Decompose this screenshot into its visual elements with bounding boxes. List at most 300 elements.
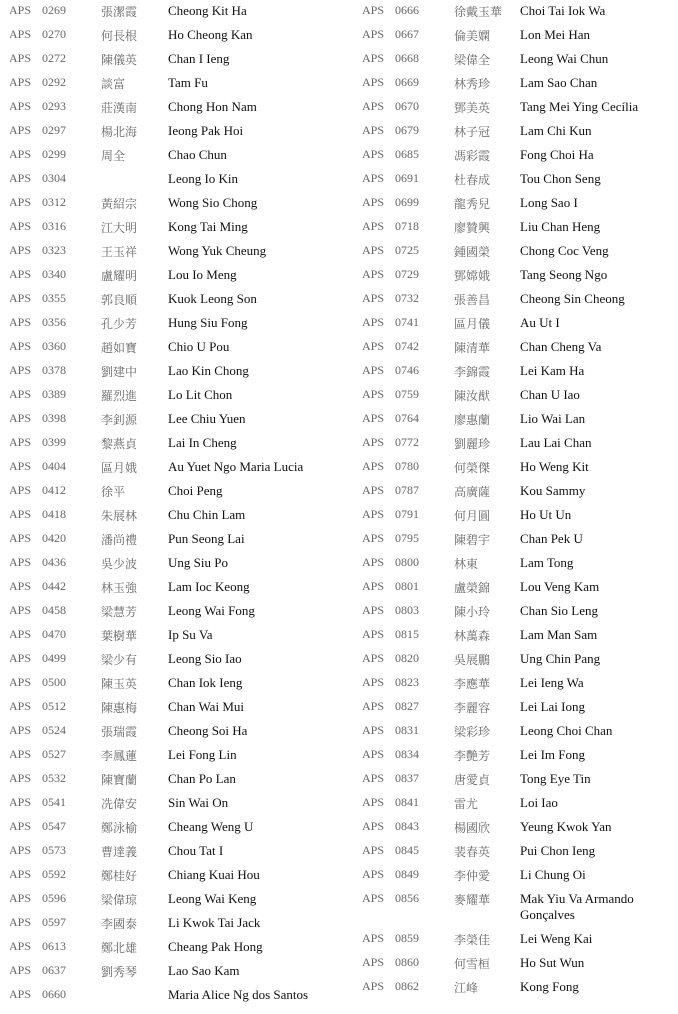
- registry-number: 0800: [395, 555, 419, 569]
- code-label: APS: [9, 579, 32, 593]
- registry-number: 0670: [395, 99, 419, 113]
- chinese-name: 龍秀兒: [454, 197, 491, 211]
- registry-row: [0, 840, 339, 864]
- romanized-name: Chao Chun: [168, 147, 227, 162]
- registry-row: [351, 528, 678, 552]
- romanized-name: Chou Tat I: [168, 843, 224, 858]
- romanized-name: Lio Wai Lan: [520, 411, 586, 426]
- registry-number: 0524: [42, 723, 66, 737]
- registry-row: [351, 888, 678, 928]
- romanized-name: Hung Siu Fong: [168, 315, 248, 330]
- chinese-name: 李麗容: [454, 701, 491, 715]
- registry-number: 0360: [42, 339, 66, 353]
- registry-number: 0741: [395, 315, 419, 329]
- chinese-name: 冼偉安: [101, 797, 138, 811]
- registry-number: 0699: [395, 195, 419, 209]
- registry-number: 0849: [395, 867, 419, 881]
- code-label: APS: [362, 387, 385, 401]
- registry-row: [351, 72, 678, 96]
- romanized-name: Lam Tong: [520, 555, 574, 570]
- registry-row: [351, 648, 678, 672]
- registry-row: [351, 600, 678, 624]
- code-label: APS: [9, 195, 32, 209]
- registry-number: 0669: [395, 75, 419, 89]
- code-label: APS: [9, 51, 32, 65]
- registry-number: 0355: [42, 291, 66, 305]
- registry-row: [0, 552, 339, 576]
- registry-row: [351, 480, 678, 504]
- romanized-name: Au Yuet Ngo Maria Lucia: [168, 459, 304, 474]
- registry-number: 0827: [395, 699, 419, 713]
- romanized-name: Cheong Soi Ha: [168, 723, 248, 738]
- registry-row: [351, 552, 678, 576]
- registry-number: 0746: [395, 363, 419, 377]
- romanized-name: Lee Chiu Yuen: [168, 411, 246, 426]
- romanized-name: Sin Wai On: [168, 795, 229, 810]
- registry-number: 0592: [42, 867, 66, 881]
- registry-row: [0, 144, 339, 168]
- code-label: APS: [362, 219, 385, 233]
- code-label: APS: [362, 483, 385, 497]
- registry-number: 0759: [395, 387, 419, 401]
- registry-number: 0340: [42, 267, 66, 281]
- registry-row: [0, 120, 339, 144]
- romanized-name: Chiang Kuai Hou: [168, 867, 260, 882]
- code-label: APS: [362, 651, 385, 665]
- romanized-name: Lei Kam Ha: [520, 363, 585, 378]
- code-label: APS: [9, 387, 32, 401]
- chinese-name: 談富: [101, 77, 126, 91]
- code-label: APS: [9, 675, 32, 689]
- registry-row: [351, 48, 678, 72]
- registry-row: [351, 840, 678, 864]
- chinese-name: 麥耀華: [454, 893, 491, 907]
- code-label: APS: [362, 363, 385, 377]
- romanized-name: Tong Eye Tin: [520, 771, 591, 786]
- romanized-name: Chan Sio Leng: [520, 603, 598, 618]
- romanized-name: Kong Fong: [520, 979, 579, 994]
- registry-row: [0, 96, 339, 120]
- chinese-name: 李國泰: [101, 917, 138, 931]
- romanized-name: Fong Choi Ha: [520, 147, 594, 162]
- chinese-name: 張瑞霞: [101, 725, 138, 739]
- registry-row: [351, 576, 678, 600]
- registry-row: [351, 216, 678, 240]
- registry-row: [0, 696, 339, 720]
- registry-row: [351, 144, 678, 168]
- code-label: APS: [362, 579, 385, 593]
- chinese-name: 陳寶蘭: [101, 773, 138, 787]
- registry-number: 0667: [395, 27, 419, 41]
- code-label: APS: [9, 459, 32, 473]
- registry-number: 0859: [395, 931, 419, 945]
- romanized-name: Cheong Kit Ha: [168, 3, 247, 18]
- registry-number: 0691: [395, 171, 419, 185]
- code-label: APS: [9, 555, 32, 569]
- chinese-name: 徐平: [101, 485, 126, 499]
- romanized-name: Chan Pek U: [520, 531, 583, 546]
- code-label: APS: [9, 291, 32, 305]
- registry-row: [351, 952, 678, 976]
- chinese-name: 羅烈進: [101, 389, 138, 403]
- romanized-name: Lei Ieng Wa: [520, 675, 584, 690]
- registry-number: 0718: [395, 219, 419, 233]
- chinese-name: 李錦霞: [454, 365, 491, 379]
- romanized-name: Yeung Kwok Yan: [520, 819, 612, 834]
- registry-row: [0, 408, 339, 432]
- code-label: APS: [362, 747, 385, 761]
- registry-number: 0742: [395, 339, 419, 353]
- romanized-name: Pui Chon Ieng: [520, 843, 596, 858]
- code-label: APS: [362, 195, 385, 209]
- registry-number: 0458: [42, 603, 66, 617]
- registry-row: [351, 120, 678, 144]
- romanized-name: Maria Alice Ng dos Santos: [168, 987, 309, 1002]
- registry-row: [351, 792, 678, 816]
- romanized-name: Leong Io Kin: [168, 171, 239, 186]
- code-label: APS: [362, 843, 385, 857]
- registry-row: [0, 360, 339, 384]
- romanized-name: Choi Peng: [168, 483, 223, 498]
- registry-number: 0725: [395, 243, 419, 257]
- romanized-name: Lam Chi Kun: [520, 123, 592, 138]
- romanized-name: Choi Tai Iok Wa: [520, 3, 606, 18]
- registry-row: [351, 312, 678, 336]
- chinese-name: 陳碧宇: [454, 533, 491, 547]
- registry-row: [0, 168, 339, 192]
- registry-row: [0, 864, 339, 888]
- registry-row: [0, 480, 339, 504]
- registry-row: [351, 864, 678, 888]
- code-label: APS: [362, 315, 385, 329]
- registry-number: 0541: [42, 795, 66, 809]
- chinese-name: 劉秀琴: [101, 965, 138, 979]
- code-label: APS: [362, 771, 385, 785]
- code-label: APS: [9, 435, 32, 449]
- romanized-name: Lei Lai Iong: [520, 699, 585, 714]
- romanized-name: Lou Veng Kam: [520, 579, 600, 594]
- romanized-name: Chan I Ieng: [168, 51, 230, 66]
- right-column: [351, 0, 678, 1000]
- registry-row: [0, 504, 339, 528]
- registry-row: [0, 816, 339, 840]
- registry-number: 0399: [42, 435, 66, 449]
- registry-number: 0297: [42, 123, 66, 137]
- romanized-name: Cheang Weng U: [168, 819, 254, 834]
- chinese-name: 馮彩霞: [454, 149, 491, 163]
- registry-row: [351, 976, 678, 1000]
- romanized-name: Lam Sao Chan: [520, 75, 598, 90]
- registry-number: 0860: [395, 955, 419, 969]
- chinese-name: 區月娥: [101, 461, 138, 475]
- registry-number: 0532: [42, 771, 66, 785]
- chinese-name: 劉建中: [101, 365, 138, 379]
- registry-number: 0823: [395, 675, 419, 689]
- chinese-name: 黎燕貞: [101, 437, 138, 451]
- registry-number: 0436: [42, 555, 66, 569]
- code-label: APS: [9, 315, 32, 329]
- registry-row: [0, 312, 339, 336]
- romanized-name: Lao Kin Chong: [168, 363, 249, 378]
- romanized-name: Lam Man Sam: [520, 627, 598, 642]
- registry-row: [0, 456, 339, 480]
- code-label: APS: [9, 267, 32, 281]
- code-label: APS: [362, 699, 385, 713]
- romanized-name: Tou Chon Seng: [520, 171, 601, 186]
- registry-row: [351, 408, 678, 432]
- romanized-name: Long Sao I: [520, 195, 578, 210]
- chinese-name: 鍾國榮: [454, 245, 491, 259]
- code-label: APS: [9, 819, 32, 833]
- registry-row: [351, 0, 678, 24]
- code-label: APS: [9, 99, 32, 113]
- registry-row: [351, 288, 678, 312]
- registry-row: [0, 528, 339, 552]
- chinese-name: 鄧美英: [454, 101, 491, 115]
- registry-row: [0, 672, 339, 696]
- registry-number: 0527: [42, 747, 66, 761]
- code-label: APS: [362, 459, 385, 473]
- chinese-name: 李仲愛: [454, 869, 491, 883]
- registry-row: [351, 504, 678, 528]
- registry-row: [351, 384, 678, 408]
- romanized-name: Ung Siu Po: [168, 555, 228, 570]
- chinese-name: 何雪桓: [454, 957, 491, 971]
- chinese-name: 李應華: [454, 677, 491, 691]
- romanized-name: Lon Mei Han: [520, 27, 591, 42]
- registry-row: [351, 192, 678, 216]
- chinese-name: 曹達義: [101, 845, 138, 859]
- registry-number: 0679: [395, 123, 419, 137]
- registry-number: 0573: [42, 843, 66, 857]
- chinese-name: 莊漢南: [101, 101, 138, 115]
- registry-number: 0815: [395, 627, 419, 641]
- registry-number: 0389: [42, 387, 66, 401]
- code-label: APS: [362, 531, 385, 545]
- code-label: APS: [362, 675, 385, 689]
- code-label: APS: [9, 171, 32, 185]
- registry-number: 0597: [42, 915, 66, 929]
- chinese-name: 周全: [101, 149, 126, 163]
- registry-number: 0843: [395, 819, 419, 833]
- registry-row: [0, 216, 339, 240]
- registry-number: 0420: [42, 531, 66, 545]
- chinese-name: 林子冠: [454, 125, 491, 139]
- registry-number: 0398: [42, 411, 66, 425]
- code-label: APS: [362, 507, 385, 521]
- chinese-name: 梁偉全: [454, 53, 491, 67]
- registry-row: [0, 72, 339, 96]
- chinese-name: 何榮傑: [454, 461, 491, 475]
- code-label: APS: [362, 555, 385, 569]
- romanized-name: Leong Wai Fong: [168, 603, 255, 618]
- registry-number: 0685: [395, 147, 419, 161]
- chinese-name: 倫美嫻: [454, 29, 491, 43]
- registry-row: [351, 168, 678, 192]
- chinese-name: 鄭北雄: [101, 941, 138, 955]
- romanized-name: Lei Im Fong: [520, 747, 585, 762]
- chinese-name: 何月圓: [454, 509, 491, 523]
- chinese-name: 杜春成: [454, 173, 491, 187]
- code-label: APS: [362, 171, 385, 185]
- registry-row: [0, 432, 339, 456]
- registry-row: [0, 264, 339, 288]
- romanized-name: Chan Iok Ieng: [168, 675, 243, 690]
- registry-row: [0, 288, 339, 312]
- romanized-name: Lei Weng Kai: [520, 931, 593, 946]
- registry-number: 0500: [42, 675, 66, 689]
- code-label: APS: [9, 75, 32, 89]
- registry-row: [351, 928, 678, 952]
- chinese-name: 高廣薩: [454, 485, 491, 499]
- registry-number: 0442: [42, 579, 66, 593]
- chinese-name: 吳少波: [101, 557, 138, 571]
- chinese-name: 裴春英: [454, 845, 491, 859]
- registry-row: [351, 744, 678, 768]
- registry-number: 0316: [42, 219, 66, 233]
- romanized-name: Ho Ut Un: [520, 507, 572, 522]
- code-label: APS: [362, 291, 385, 305]
- code-label: APS: [9, 27, 32, 41]
- chinese-name: 林萬森: [454, 629, 491, 643]
- chinese-name: 劉麗珍: [454, 437, 491, 451]
- registry-number: 0613: [42, 939, 66, 953]
- romanized-name: Li Kwok Tai Jack: [168, 915, 261, 930]
- registry-row: [0, 648, 339, 672]
- code-label: APS: [362, 931, 385, 945]
- registry-number: 0668: [395, 51, 419, 65]
- registry-number: 0803: [395, 603, 419, 617]
- chinese-name: 區月儀: [454, 317, 491, 331]
- chinese-name: 吳展鵬: [454, 653, 491, 667]
- chinese-name: 盧榮錦: [454, 581, 491, 595]
- registry-row: [0, 960, 339, 984]
- code-label: APS: [9, 699, 32, 713]
- code-label: APS: [9, 795, 32, 809]
- romanized-name: Kong Tai Ming: [168, 219, 248, 234]
- chinese-name: 徐戴玉華: [454, 5, 503, 19]
- registry-number: 0378: [42, 363, 66, 377]
- registry-row: [0, 384, 339, 408]
- registry-number: 0547: [42, 819, 66, 833]
- registry-number: 0831: [395, 723, 419, 737]
- registry-row: [0, 192, 339, 216]
- code-label: APS: [9, 747, 32, 761]
- chinese-name: 梁彩珍: [454, 725, 491, 739]
- chinese-name: 李榮佳: [454, 933, 491, 947]
- registry-number: 0470: [42, 627, 66, 641]
- registry-row: [351, 672, 678, 696]
- registry-number: 0299: [42, 147, 66, 161]
- romanized-name: Kou Sammy: [520, 483, 586, 498]
- registry-row: [0, 720, 339, 744]
- romanized-name: Lam Ioc Keong: [168, 579, 250, 594]
- chinese-name: 朱展林: [101, 509, 138, 523]
- romanized-name: Chio U Pou: [168, 339, 230, 354]
- chinese-name: 李鳳蓮: [101, 749, 138, 763]
- code-label: APS: [9, 603, 32, 617]
- code-label: APS: [9, 939, 32, 953]
- chinese-name: 廖惠蘭: [454, 413, 491, 427]
- code-label: APS: [9, 411, 32, 425]
- romanized-name: Au Ut I: [520, 315, 560, 330]
- registry-row: [0, 888, 339, 912]
- chinese-name: 陳儀英: [101, 53, 138, 67]
- romanized-name: Lo Lit Chon: [168, 387, 233, 402]
- registry-number: 0862: [395, 979, 419, 993]
- registry-row: [0, 600, 339, 624]
- registry-number: 0292: [42, 75, 66, 89]
- romanized-name: Lau Lai Chan: [520, 435, 592, 450]
- chinese-name: 孔少芳: [101, 317, 138, 331]
- registry-number: 0596: [42, 891, 66, 905]
- chinese-name: 廖贊興: [454, 221, 491, 235]
- registry-number: 0764: [395, 411, 419, 425]
- romanized-name: Chan Cheng Va: [520, 339, 602, 354]
- registry-number: 0787: [395, 483, 419, 497]
- code-label: APS: [362, 955, 385, 969]
- chinese-name: 梁偉琼: [101, 893, 138, 907]
- registry-row: [0, 912, 339, 936]
- code-label: APS: [9, 339, 32, 353]
- code-label: APS: [9, 531, 32, 545]
- chinese-name: 林玉強: [101, 581, 138, 595]
- romanized-name: Cheang Pak Hong: [168, 939, 263, 954]
- registry-number: 0293: [42, 99, 66, 113]
- registry-row: [351, 24, 678, 48]
- registry-number: 0856: [395, 891, 419, 905]
- code-label: APS: [9, 843, 32, 857]
- registry-number: 0841: [395, 795, 419, 809]
- chinese-name: 鄭桂好: [101, 869, 138, 883]
- chinese-name: 潘尚禮: [101, 533, 138, 547]
- chinese-name: 趙如寶: [101, 341, 138, 355]
- chinese-name: 張潔霞: [101, 5, 138, 19]
- code-label: APS: [9, 651, 32, 665]
- romanized-name: Li Chung Oi: [520, 867, 586, 882]
- registry-row: [351, 336, 678, 360]
- chinese-name: 鄧嫦娥: [454, 269, 491, 283]
- chinese-name: 江峰: [454, 981, 479, 995]
- code-label: APS: [9, 891, 32, 905]
- chinese-name: 王玉祥: [101, 245, 138, 259]
- chinese-name: 何長根: [101, 29, 138, 43]
- registry-row: [0, 744, 339, 768]
- chinese-name: 雷尤: [454, 797, 479, 811]
- romanized-name: Ip Su Va: [168, 627, 213, 642]
- chinese-name: 李艷芳: [454, 749, 491, 763]
- code-label: APS: [9, 723, 32, 737]
- code-label: APS: [362, 123, 385, 137]
- code-label: APS: [9, 243, 32, 257]
- chinese-name: 郭良順: [101, 293, 138, 307]
- code-label: APS: [9, 987, 32, 1001]
- registry-number: 0795: [395, 531, 419, 545]
- chinese-name: 盧耀明: [101, 269, 138, 283]
- romanized-name: Leong Choi Chan: [520, 723, 613, 738]
- chinese-name: 張善昌: [454, 293, 491, 307]
- registry-number: 0418: [42, 507, 66, 521]
- registry-row: [0, 624, 339, 648]
- registry-number: 0270: [42, 27, 66, 41]
- romanized-name: Chan Wai Mui: [168, 699, 244, 714]
- registry-number: 0834: [395, 747, 419, 761]
- romanized-name: Tang Seong Ngo: [520, 267, 608, 282]
- registry-row: [351, 624, 678, 648]
- registry-number: 0404: [42, 459, 66, 473]
- registry-row: [0, 240, 339, 264]
- code-label: APS: [362, 795, 385, 809]
